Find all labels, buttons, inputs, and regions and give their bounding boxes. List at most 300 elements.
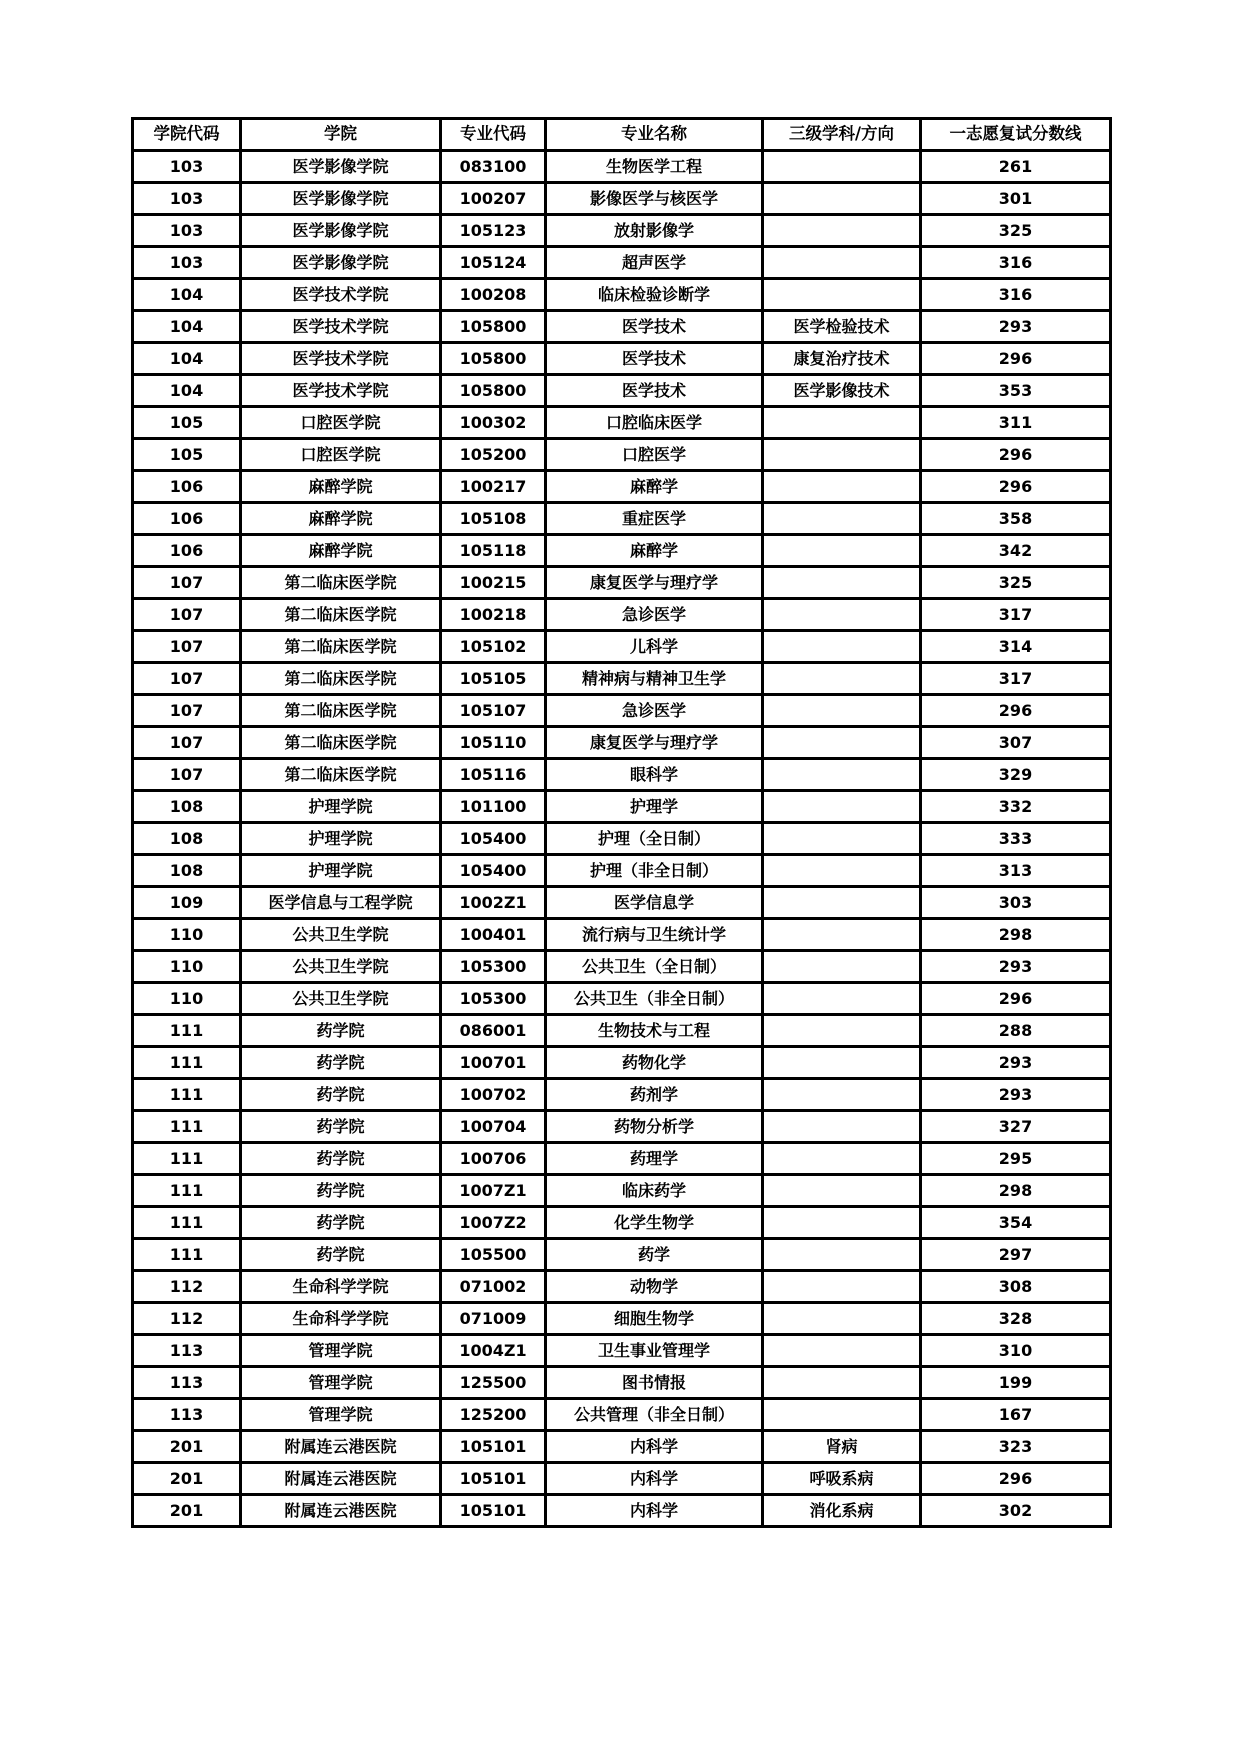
table-cell: 328 (921, 1303, 1111, 1335)
table-cell: 105500 (441, 1239, 546, 1271)
table-cell (763, 247, 921, 279)
table-cell: 药物分析学 (546, 1111, 763, 1143)
table-cell: 医学影像学院 (241, 183, 441, 215)
table-cell: 111 (133, 1207, 241, 1239)
table-cell (763, 151, 921, 183)
table-cell: 107 (133, 663, 241, 695)
table-row (133, 1335, 1111, 1367)
header-cell: 学院 (241, 119, 441, 151)
table-cell: 重症医学 (546, 503, 763, 535)
table-cell: 眼科学 (546, 759, 763, 791)
table-cell: 201 (133, 1463, 241, 1495)
table-cell: 公共卫生学院 (241, 983, 441, 1015)
table-cell: 323 (921, 1431, 1111, 1463)
table-cell: 111 (133, 1239, 241, 1271)
table-row (133, 375, 1111, 407)
table-cell: 105800 (441, 375, 546, 407)
table-row (133, 983, 1111, 1015)
header-cell: 专业名称 (546, 119, 763, 151)
table-header-row (133, 119, 1111, 151)
table-row (133, 471, 1111, 503)
table-cell: 293 (921, 951, 1111, 983)
table-cell: 急诊医学 (546, 599, 763, 631)
table-cell: 302 (921, 1495, 1111, 1527)
table-row (133, 599, 1111, 631)
table-cell: 肾病 (763, 1431, 921, 1463)
table-cell: 105110 (441, 727, 546, 759)
table-cell: 112 (133, 1303, 241, 1335)
table-cell: 107 (133, 759, 241, 791)
table-cell: 105118 (441, 535, 546, 567)
table-cell: 108 (133, 855, 241, 887)
table-cell: 342 (921, 535, 1111, 567)
table-cell (763, 183, 921, 215)
table-cell (763, 1047, 921, 1079)
table-cell: 医学技术学院 (241, 311, 441, 343)
table-cell: 311 (921, 407, 1111, 439)
table-cell: 293 (921, 1079, 1111, 1111)
table-row (133, 759, 1111, 791)
table-cell: 105300 (441, 951, 546, 983)
table-cell (763, 855, 921, 887)
table-cell: 医学技术学院 (241, 279, 441, 311)
table-cell: 298 (921, 919, 1111, 951)
table-cell: 1002Z1 (441, 887, 546, 919)
table-cell: 105 (133, 407, 241, 439)
table-cell: 药学 (546, 1239, 763, 1271)
table-cell: 超声医学 (546, 247, 763, 279)
table-cell: 100208 (441, 279, 546, 311)
table-row (133, 887, 1111, 919)
table-cell: 图书情报 (546, 1367, 763, 1399)
table-cell (763, 1015, 921, 1047)
table-cell: 消化系病 (763, 1495, 921, 1527)
admission-score-table (131, 117, 1112, 1528)
table-row (133, 1495, 1111, 1527)
table-cell: 103 (133, 151, 241, 183)
table-cell: 105 (133, 439, 241, 471)
table-row (133, 183, 1111, 215)
table-cell: 药学院 (241, 1111, 441, 1143)
table-cell: 295 (921, 1143, 1111, 1175)
table-cell (763, 1239, 921, 1271)
table-cell: 332 (921, 791, 1111, 823)
table-cell: 麻醉学 (546, 471, 763, 503)
table-cell: 317 (921, 663, 1111, 695)
table-cell: 125200 (441, 1399, 546, 1431)
table-cell: 100706 (441, 1143, 546, 1175)
table-cell: 内科学 (546, 1463, 763, 1495)
table-cell: 325 (921, 567, 1111, 599)
table-cell: 细胞生物学 (546, 1303, 763, 1335)
table-cell: 106 (133, 503, 241, 535)
table-cell: 103 (133, 215, 241, 247)
table-cell: 308 (921, 1271, 1111, 1303)
table-cell (763, 1335, 921, 1367)
table-cell (763, 663, 921, 695)
table-cell (763, 1271, 921, 1303)
table-cell: 109 (133, 887, 241, 919)
table-cell (763, 919, 921, 951)
table-cell: 1007Z2 (441, 1207, 546, 1239)
table-row (133, 279, 1111, 311)
table-cell (763, 791, 921, 823)
table-cell: 104 (133, 375, 241, 407)
table-cell (763, 727, 921, 759)
table-cell: 药学院 (241, 1239, 441, 1271)
table-cell: 107 (133, 599, 241, 631)
table-cell: 儿科学 (546, 631, 763, 663)
table-cell: 296 (921, 343, 1111, 375)
table-cell: 护理（非全日制） (546, 855, 763, 887)
table-cell: 100215 (441, 567, 546, 599)
table-cell: 药理学 (546, 1143, 763, 1175)
table-cell: 康复医学与理疗学 (546, 567, 763, 599)
table-row (133, 951, 1111, 983)
table-cell: 261 (921, 151, 1111, 183)
table-cell: 100302 (441, 407, 546, 439)
table-cell: 296 (921, 695, 1111, 727)
table-cell: 精神病与精神卫生学 (546, 663, 763, 695)
table-row (133, 1143, 1111, 1175)
table-row (133, 407, 1111, 439)
table-cell: 药物化学 (546, 1047, 763, 1079)
table-cell: 药学院 (241, 1079, 441, 1111)
table-cell: 医学技术 (546, 311, 763, 343)
table-cell: 化学生物学 (546, 1207, 763, 1239)
table-row (133, 823, 1111, 855)
header-cell: 一志愿复试分数线 (921, 119, 1111, 151)
table-cell: 107 (133, 727, 241, 759)
table-cell: 第二临床医学院 (241, 727, 441, 759)
table-cell: 083100 (441, 151, 546, 183)
table-cell: 108 (133, 823, 241, 855)
table-cell: 111 (133, 1111, 241, 1143)
table-row (133, 1079, 1111, 1111)
table-cell: 呼吸系病 (763, 1463, 921, 1495)
table-cell: 325 (921, 215, 1111, 247)
table-cell: 105123 (441, 215, 546, 247)
table-cell: 358 (921, 503, 1111, 535)
table-cell: 297 (921, 1239, 1111, 1271)
table-cell: 医学检验技术 (763, 311, 921, 343)
table-cell: 药学院 (241, 1047, 441, 1079)
table-cell: 296 (921, 1463, 1111, 1495)
table-cell: 313 (921, 855, 1111, 887)
table-cell: 316 (921, 279, 1111, 311)
table-cell: 103 (133, 183, 241, 215)
table-cell: 医学技术学院 (241, 343, 441, 375)
table-cell: 104 (133, 279, 241, 311)
table-cell: 麻醉学院 (241, 471, 441, 503)
table-cell: 110 (133, 919, 241, 951)
table-row (133, 919, 1111, 951)
table-row (133, 631, 1111, 663)
table-cell: 护理学院 (241, 791, 441, 823)
table-cell: 105105 (441, 663, 546, 695)
table-row (133, 1303, 1111, 1335)
table-cell (763, 439, 921, 471)
table-cell: 105800 (441, 343, 546, 375)
table-cell: 医学信息与工程学院 (241, 887, 441, 919)
table-cell (763, 983, 921, 1015)
table-cell (763, 951, 921, 983)
table-cell: 167 (921, 1399, 1111, 1431)
table-cell: 100218 (441, 599, 546, 631)
table-row (133, 791, 1111, 823)
table-cell: 第二临床医学院 (241, 567, 441, 599)
table-cell: 卫生事业管理学 (546, 1335, 763, 1367)
table-cell (763, 567, 921, 599)
table-cell: 201 (133, 1431, 241, 1463)
table-cell: 100207 (441, 183, 546, 215)
table-cell (763, 887, 921, 919)
table-cell: 105101 (441, 1431, 546, 1463)
table-cell: 105200 (441, 439, 546, 471)
table-cell: 314 (921, 631, 1111, 663)
table-cell: 急诊医学 (546, 695, 763, 727)
table-row (133, 1111, 1111, 1143)
table-cell (763, 1079, 921, 1111)
table-cell: 生物技术与工程 (546, 1015, 763, 1047)
table-cell: 298 (921, 1175, 1111, 1207)
table-cell: 293 (921, 311, 1111, 343)
table-cell: 公共卫生（非全日制） (546, 983, 763, 1015)
table-cell: 生物医学工程 (546, 151, 763, 183)
table-row (133, 1463, 1111, 1495)
table-cell (763, 471, 921, 503)
table-cell: 105108 (441, 503, 546, 535)
table-cell: 113 (133, 1367, 241, 1399)
table-cell: 104 (133, 343, 241, 375)
table-cell: 临床检验诊断学 (546, 279, 763, 311)
table-cell: 生命科学学院 (241, 1303, 441, 1335)
table-row (133, 247, 1111, 279)
table-cell (763, 759, 921, 791)
table-cell: 105102 (441, 631, 546, 663)
table-cell: 105400 (441, 823, 546, 855)
table-cell: 护理学院 (241, 823, 441, 855)
table-cell: 麻醉学院 (241, 503, 441, 535)
table-cell: 327 (921, 1111, 1111, 1143)
table-cell: 附属连云港医院 (241, 1431, 441, 1463)
table-cell: 201 (133, 1495, 241, 1527)
table-cell: 111 (133, 1175, 241, 1207)
table-cell (763, 599, 921, 631)
table-cell: 医学影像技术 (763, 375, 921, 407)
table-row (133, 727, 1111, 759)
table-cell: 107 (133, 695, 241, 727)
table-cell: 医学技术 (546, 375, 763, 407)
table-cell: 105101 (441, 1495, 546, 1527)
table-cell: 医学技术学院 (241, 375, 441, 407)
table-cell: 口腔临床医学 (546, 407, 763, 439)
table-cell: 第二临床医学院 (241, 599, 441, 631)
table-row (133, 439, 1111, 471)
table-cell: 医学技术 (546, 343, 763, 375)
table-cell: 康复治疗技术 (763, 343, 921, 375)
table-cell: 103 (133, 247, 241, 279)
table-cell: 医学信息学 (546, 887, 763, 919)
table-cell: 医学影像学院 (241, 247, 441, 279)
table-row (133, 151, 1111, 183)
table-cell: 流行病与卫生统计学 (546, 919, 763, 951)
table-row (133, 1431, 1111, 1463)
table-row (133, 695, 1111, 727)
table-cell: 111 (133, 1047, 241, 1079)
table-cell: 护理学院 (241, 855, 441, 887)
table-cell: 303 (921, 887, 1111, 919)
table-cell: 药学院 (241, 1207, 441, 1239)
table-cell: 317 (921, 599, 1111, 631)
table-row (133, 855, 1111, 887)
table-cell: 药学院 (241, 1015, 441, 1047)
table-body (133, 151, 1111, 1527)
table-cell: 105124 (441, 247, 546, 279)
table-cell: 公共卫生学院 (241, 951, 441, 983)
table-cell: 333 (921, 823, 1111, 855)
table-cell: 105400 (441, 855, 546, 887)
table-cell: 110 (133, 983, 241, 1015)
table-cell: 公共卫生（全日制） (546, 951, 763, 983)
table-cell: 108 (133, 791, 241, 823)
table-cell: 113 (133, 1335, 241, 1367)
table-cell: 口腔医学 (546, 439, 763, 471)
table-row (133, 343, 1111, 375)
table-cell: 296 (921, 471, 1111, 503)
table-cell: 100702 (441, 1079, 546, 1111)
table-cell: 105107 (441, 695, 546, 727)
table-cell: 第二临床医学院 (241, 663, 441, 695)
table-cell: 113 (133, 1399, 241, 1431)
table-cell: 麻醉学院 (241, 535, 441, 567)
table-cell (763, 279, 921, 311)
header-cell: 学院代码 (133, 119, 241, 151)
table-header-row (133, 119, 1111, 151)
table-cell: 354 (921, 1207, 1111, 1239)
table-row (133, 567, 1111, 599)
table-cell: 353 (921, 375, 1111, 407)
table-cell: 口腔医学院 (241, 439, 441, 471)
table-cell: 125500 (441, 1367, 546, 1399)
table-cell: 107 (133, 567, 241, 599)
table-cell: 105300 (441, 983, 546, 1015)
header-cell: 三级学科/方向 (763, 119, 921, 151)
table-cell: 第二临床医学院 (241, 631, 441, 663)
table-cell: 影像医学与核医学 (546, 183, 763, 215)
table-cell: 100701 (441, 1047, 546, 1079)
table-cell: 288 (921, 1015, 1111, 1047)
table-cell: 310 (921, 1335, 1111, 1367)
table-cell: 307 (921, 727, 1111, 759)
table-cell: 管理学院 (241, 1399, 441, 1431)
table-row (133, 663, 1111, 695)
table-cell (763, 1303, 921, 1335)
table-cell: 106 (133, 535, 241, 567)
table-cell: 附属连云港医院 (241, 1463, 441, 1495)
table-cell (763, 695, 921, 727)
table-cell: 放射影像学 (546, 215, 763, 247)
table-row (133, 311, 1111, 343)
table-cell (763, 215, 921, 247)
table-cell: 临床药学 (546, 1175, 763, 1207)
table-cell (763, 1207, 921, 1239)
table-row (133, 503, 1111, 535)
table-cell: 107 (133, 631, 241, 663)
table-cell: 管理学院 (241, 1335, 441, 1367)
table-cell: 111 (133, 1079, 241, 1111)
table-row (133, 1015, 1111, 1047)
table-cell: 护理学 (546, 791, 763, 823)
table-cell: 316 (921, 247, 1111, 279)
table-cell: 105101 (441, 1463, 546, 1495)
table-cell: 106 (133, 471, 241, 503)
table-cell (763, 1143, 921, 1175)
table-cell: 管理学院 (241, 1367, 441, 1399)
table-cell: 第二临床医学院 (241, 695, 441, 727)
table-cell: 293 (921, 1047, 1111, 1079)
table-cell: 100401 (441, 919, 546, 951)
table-cell: 护理（全日制） (546, 823, 763, 855)
table-cell: 麻醉学 (546, 535, 763, 567)
table-cell: 口腔医学院 (241, 407, 441, 439)
table-cell: 296 (921, 983, 1111, 1015)
table-cell: 071002 (441, 1271, 546, 1303)
table-cell: 1004Z1 (441, 1335, 546, 1367)
table-cell: 药学院 (241, 1143, 441, 1175)
table-cell: 329 (921, 759, 1111, 791)
table-cell: 111 (133, 1143, 241, 1175)
table-cell (763, 535, 921, 567)
table-cell: 101100 (441, 791, 546, 823)
table-cell: 086001 (441, 1015, 546, 1047)
table-cell: 第二临床医学院 (241, 759, 441, 791)
table-cell (763, 1399, 921, 1431)
table-cell: 康复医学与理疗学 (546, 727, 763, 759)
table-cell: 301 (921, 183, 1111, 215)
table-cell: 071009 (441, 1303, 546, 1335)
table-cell: 104 (133, 311, 241, 343)
table-cell: 100217 (441, 471, 546, 503)
table-cell: 附属连云港医院 (241, 1495, 441, 1527)
table-row (133, 1175, 1111, 1207)
table-row (133, 1367, 1111, 1399)
table-cell: 105116 (441, 759, 546, 791)
table-cell: 111 (133, 1015, 241, 1047)
table-row (133, 1207, 1111, 1239)
table-cell: 医学影像学院 (241, 151, 441, 183)
table-cell: 医学影像学院 (241, 215, 441, 247)
table-row (133, 1047, 1111, 1079)
table-cell: 1007Z1 (441, 1175, 546, 1207)
table-cell: 199 (921, 1367, 1111, 1399)
table-cell (763, 1367, 921, 1399)
table-cell: 内科学 (546, 1495, 763, 1527)
table-cell: 公共管理（非全日制） (546, 1399, 763, 1431)
table-cell: 110 (133, 951, 241, 983)
table-cell (763, 1111, 921, 1143)
table-cell (763, 631, 921, 663)
table-row (133, 1239, 1111, 1271)
table-row (133, 1271, 1111, 1303)
header-cell: 专业代码 (441, 119, 546, 151)
table-cell: 112 (133, 1271, 241, 1303)
table-cell (763, 407, 921, 439)
table-row (133, 1399, 1111, 1431)
table-cell: 药学院 (241, 1175, 441, 1207)
table-cell: 动物学 (546, 1271, 763, 1303)
table-cell: 296 (921, 439, 1111, 471)
